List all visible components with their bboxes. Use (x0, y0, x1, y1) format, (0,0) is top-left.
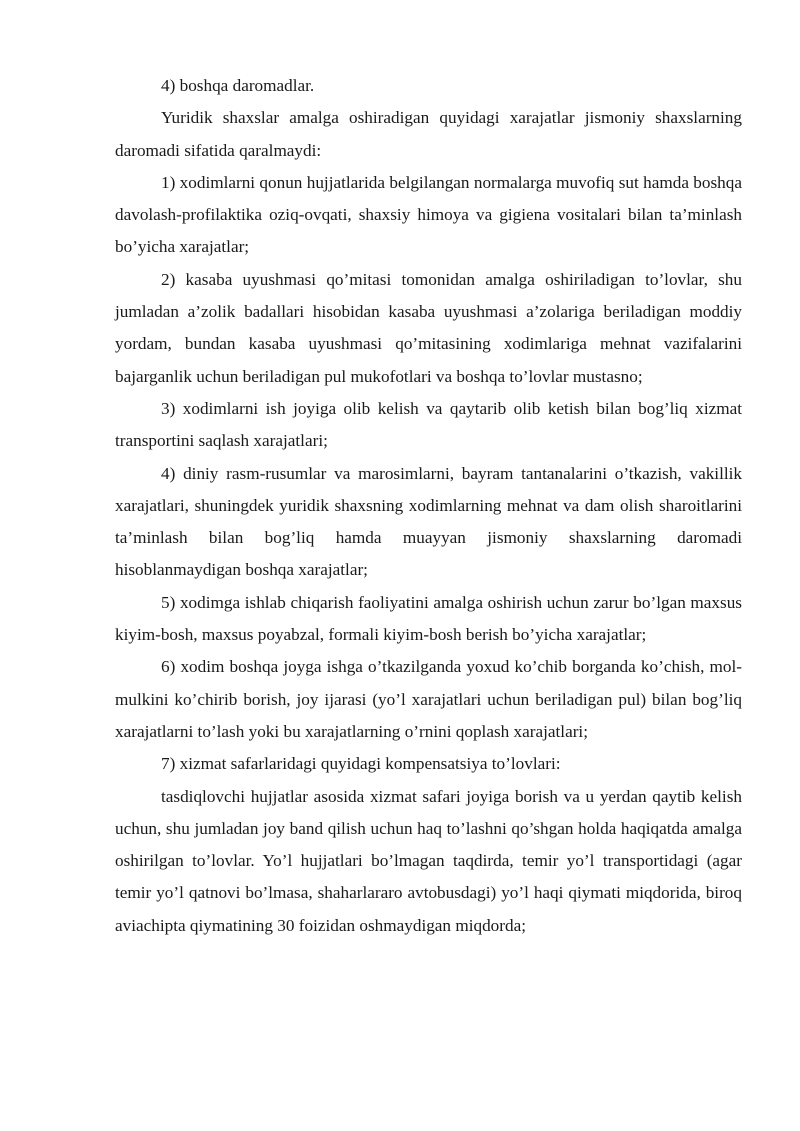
paragraph-other-income: 4) boshqa daromadlar. (161, 76, 315, 95)
paragraph-item-6: 6) xodim boshqa joyga ishga o’tkazilganda yoxud ko’chib borganda ko’chish, mol-mulkini ko’chirib borish, joy ijarasi (yo’l xarajatlari uchun beriladigan pul) bilan bog’liq xarajatlarni to’lash yoki bu xarajatlarning o’rnini qoplash xarajatlari; (115, 657, 742, 741)
paragraph-item-4: 4) diniy rasm-rusumlar va marosimlarni, bayram tantanalarini o’tkazish, vakillik xarajatlari, shuningdek yuridik shaxsning xodimlarning mehnat va dam olish sharoitlarini ta’minlash bilan bog’liq hamda muayyan jismoniy shaxslarning daromadi hisoblanmaydigan boshqa xarajatlar; (115, 463, 742, 580)
paragraph-item-2: 2) kasaba uyushmasi qo’mitasi tomonidan amalga oshiriladigan to’lovlar, shu jumladan a’zolik badallari hisobidan kasaba uyushmasi a’zolariga beriladigan moddiy yordam, bundan kasaba uyushmasi qo’mitasining xodimlariga mehnat vazifalarini bajarganlik uchun beriladigan pul mukofotlari va boshqa to’lovlar mustasno; (115, 269, 742, 386)
paragraph-intro: Yuridik shaxslar amalga oshiradigan quyidagi xarajatlar jismoniy shaxslarning daromadi sifatida qaralmaydi: (115, 108, 742, 160)
paragraph-item-3: 3) xodimlarni ish joyiga olib kelish va qaytarib olib ketish bilan bog’liq xizmat transportini saqlash xarajatlari; (115, 398, 742, 451)
paragraph-item-7: 7) xizmat safarlaridagi quyidagi kompensatsiya to’lovlari: (161, 754, 561, 774)
document-page (115, 70, 742, 942)
paragraph-item-5: 5) xodimga ishlab chiqarish faoliyatini amalga oshirish uchun zarur bo’lgan maxsus kiyim-bosh, maxsus poyabzal, formali kiyim-bosh berish bo’yicha xarajatlar; (115, 592, 742, 645)
paragraph-travel-costs: tasdiqlovchi hujjatlar asosida xizmat safari joyiga borish va u yerdan qaytib kelish uchun, shu jumladan joy band qilish uchun haq to’lashni qo’shgan holda haqiqatda amalga oshirilgan to’lovlar. Yo’l hujjatlari bo’lmagan taqdirda, temir yo’l transportidagi (agar temir yo’l qatnovi bo’lmasa, shaharlararo avtobusdagi) yo’l haqi qiymati miqdorida, biroq aviachipta qiymatining 30 foizidan oshmaydigan miqdorda; (115, 786, 742, 935)
paragraph-item-1: 1) xodimlarni qonun hujjatlarida belgilangan normalarga muvofiq sut hamda boshqa davolash-profilaktika oziq-ovqati, shaxsiy himoya va gigiena vositalari bilan ta’minlash bo’yicha xarajatlar; (115, 172, 742, 257)
